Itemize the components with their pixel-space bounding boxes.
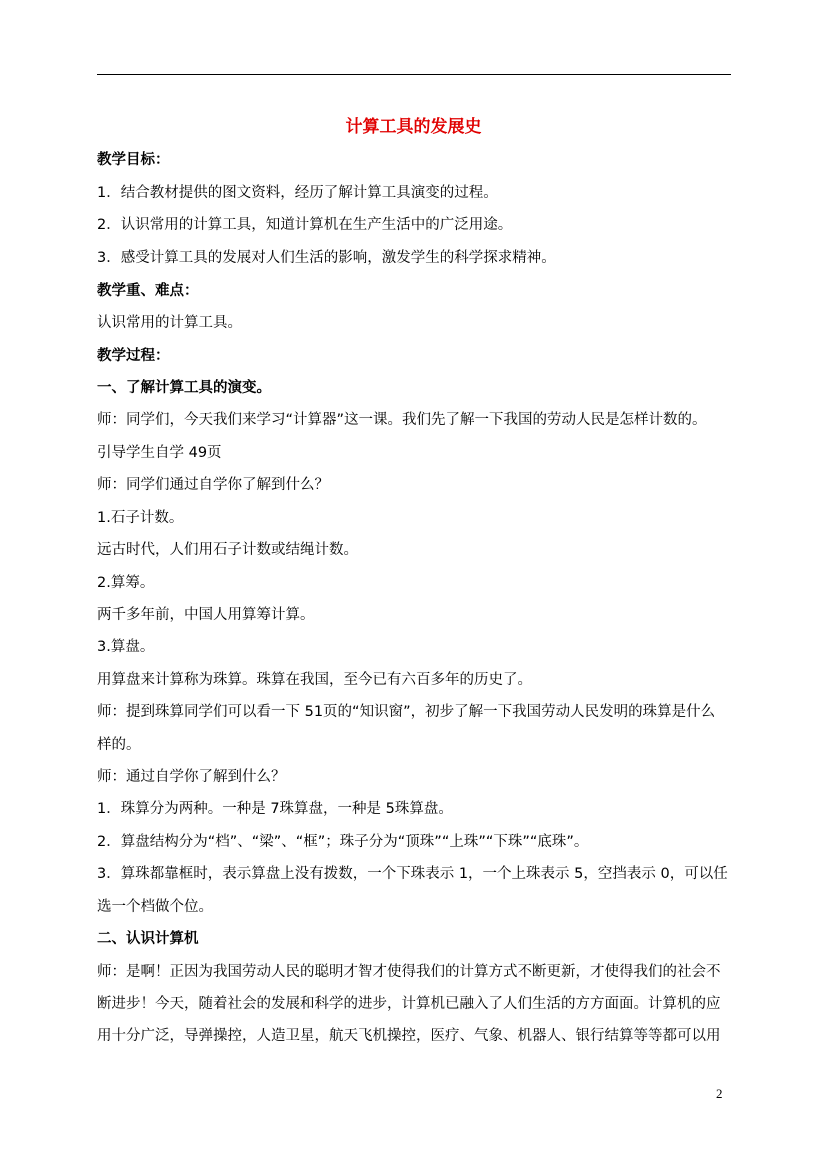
paragraph-line: 认识常用的计算工具。 — [97, 315, 242, 331]
paragraph-line: 师：是啊！正因为我国劳动人民的聪明才智才使得我们的计算方式不断更新，才使得我们的社会不 — [97, 964, 721, 980]
section-heading-2: 二、认识计算机 — [97, 931, 199, 947]
paragraph-line: 两千多年前，中国人用算筹计算。 — [97, 607, 315, 623]
paragraph-line: 2.算筹。 — [97, 575, 155, 591]
paragraph-line: 1．珠算分为两种。一种是 7珠算盘，一种是 5珠算盘。 — [97, 801, 453, 817]
paragraph-line: 远古时代，人们用石子计数或结绳计数。 — [97, 542, 358, 558]
heading-process: 教学过程： — [97, 348, 170, 364]
paragraph-line: 3．感受计算工具的发展对人们生活的影响，激发学生的科学探求精神。 — [97, 250, 556, 266]
paragraph-line: 2．算盘结构分为“档”、“梁”、“框”；珠子分为“顶珠”“上珠”“下珠”“底珠”。 — [97, 834, 589, 850]
paragraph-line: 3.算盘。 — [97, 639, 155, 655]
paragraph-line: 样的。 — [97, 737, 141, 753]
section-heading-1: 一、了解计算工具的演变。 — [97, 380, 271, 396]
paragraph-line: 师：同学们通过自学你了解到什么？ — [97, 477, 329, 493]
paragraph-line: 师：同学们，今天我们来学习“计算器”这一课。我们先了解一下我国的劳动人民是怎样计数的。 — [97, 412, 707, 428]
paragraph-line: 用算盘来计算称为珠算。珠算在我国，至今已有六百多年的历史了。 — [97, 672, 532, 688]
paragraph-line: 选一个档做个位。 — [97, 899, 213, 915]
header-rule — [97, 74, 731, 75]
paragraph-line: 2．认识常用的计算工具，知道计算机在生产生活中的广泛用途。 — [97, 217, 513, 233]
page-number: 2 — [716, 1086, 723, 1101]
heading-objectives: 教学目标： — [97, 152, 170, 168]
paragraph-line: 师：提到珠算同学们可以看一下 51页的“知识窗”，初步了解一下我国劳动人民发明的珠算是什么 — [97, 704, 716, 720]
paragraph-line: 断进步！今天，随着社会的发展和科学的进步，计算机已融入了人们生活的方方面面。计算机的应 — [97, 996, 721, 1012]
paragraph-line: 师：通过自学你了解到什么？ — [97, 769, 286, 785]
paragraph-line: 3．算珠都靠框时，表示算盘上没有拨数，一个下珠表示 1，一个上珠表示 5，空挡表示 0，可以任 — [97, 866, 728, 882]
paragraph-line: 引导学生自学 49页 — [97, 445, 222, 461]
paragraph-line: 用十分广泛，导弹操控，人造卫星，航天飞机操控，医疗、气象、机器人、银行结算等等都可以用 — [97, 1028, 721, 1044]
document-title: 计算工具的发展史 — [345, 117, 482, 137]
paragraph-line: 1．结合教材提供的图文资料，经历了解计算工具演变的过程。 — [97, 185, 498, 201]
paragraph-line: 1.石子计数。 — [97, 510, 184, 526]
heading-key-points: 教学重、难点： — [97, 283, 199, 299]
